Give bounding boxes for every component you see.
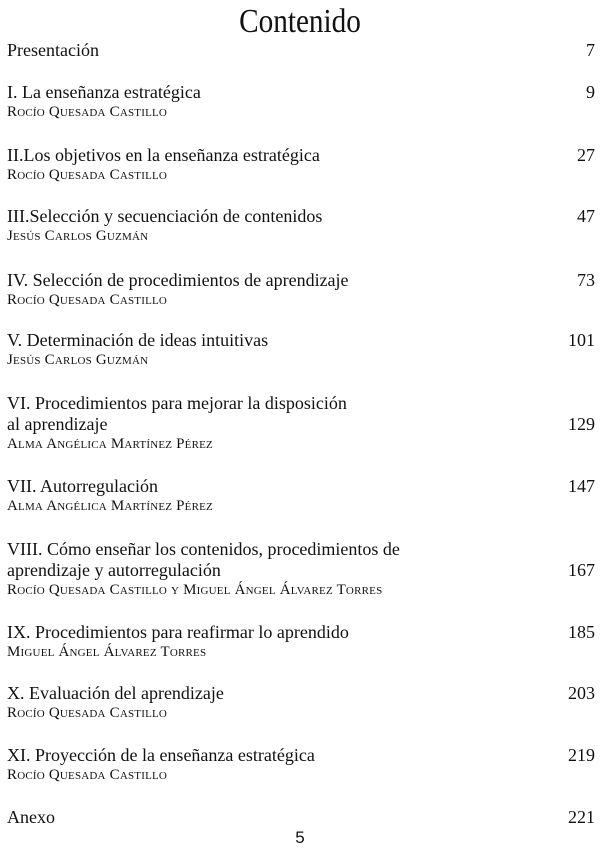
entry-title-continued: aprendizaje y autorregulación <box>7 560 221 580</box>
toc-entry-chapter-10[interactable] <box>7 683 595 722</box>
entry-page-number: 219 <box>568 745 595 765</box>
entry-page-number: 167 <box>568 560 595 580</box>
page-title: Contenido <box>239 3 361 40</box>
entry-page-number: 185 <box>568 622 595 642</box>
entry-author: Rocío Quesada Castillo <box>7 767 168 783</box>
entry-title: II.Los objetivos en la enseñanza estratégica <box>7 145 320 165</box>
toc-entry-chapter-6[interactable] <box>7 393 595 453</box>
entry-page-number: 7 <box>586 40 595 60</box>
toc-entry-chapter-1[interactable] <box>7 82 595 121</box>
toc-entry-chapter-3[interactable] <box>7 206 595 245</box>
entry-author: Rocío Quesada Castillo y Miguel Ángel Álvarez Torres <box>7 582 383 598</box>
entry-title: VI. Procedimientos para mejorar la disposición <box>7 393 347 413</box>
entry-page-number: 27 <box>577 145 595 165</box>
entry-page-number: 203 <box>568 683 595 703</box>
entry-page-number: 101 <box>568 330 595 350</box>
entry-title: IX. Procedimientos para reafirmar lo aprendido <box>7 622 349 642</box>
entry-page-number: 221 <box>568 807 595 827</box>
page-number: 5 <box>295 828 305 847</box>
entry-title: XI. Proyección de la enseñanza estratégica <box>7 745 315 765</box>
toc-entry-chapter-2[interactable] <box>7 145 595 184</box>
entry-author: Rocío Quesada Castillo <box>7 167 168 183</box>
toc-entry-chapter-9[interactable] <box>7 622 595 661</box>
toc-entry-presentacion[interactable] <box>7 40 595 61</box>
toc-entry-chapter-7[interactable] <box>7 476 595 515</box>
entry-title: X. Evaluación del aprendizaje <box>7 683 224 703</box>
entry-page-number: 147 <box>568 476 595 496</box>
entry-page-number: 73 <box>577 270 595 290</box>
entry-author: Alma Angélica Martínez Pérez <box>7 498 213 514</box>
entry-title: Anexo <box>7 807 55 827</box>
entry-author: Rocío Quesada Castillo <box>7 705 168 721</box>
entry-page-number: 9 <box>586 82 595 102</box>
toc-entry-chapter-11[interactable] <box>7 745 595 784</box>
entry-title: IV. Selección de procedimientos de aprendizaje <box>7 270 349 290</box>
entry-title: V. Determinación de ideas intuitivas <box>7 330 269 350</box>
toc-entry-chapter-4[interactable] <box>7 270 595 309</box>
entry-title: III.Selección y secuenciación de contenidos <box>7 206 323 226</box>
entry-author: Jesús Carlos Guzmán <box>7 228 149 244</box>
entry-title: I. La enseñanza estratégica <box>7 82 201 102</box>
entry-title: VII. Autorregulación <box>7 476 158 496</box>
entry-page-number: 47 <box>577 206 595 226</box>
entry-author: Alma Angélica Martínez Pérez <box>7 436 213 452</box>
entry-page-number: 129 <box>568 414 595 434</box>
entry-author: Rocío Quesada Castillo <box>7 292 168 308</box>
toc-entry-chapter-8[interactable] <box>7 539 595 599</box>
toc-entry-anexo[interactable] <box>7 807 595 828</box>
entry-title-continued: al aprendizaje <box>7 414 108 434</box>
toc-entry-chapter-5[interactable] <box>7 330 595 369</box>
entry-title: VIII. Cómo enseñar los contenidos, procedimientos de <box>7 539 400 559</box>
entry-title: Presentación <box>7 40 99 60</box>
entry-author: Jesús Carlos Guzmán <box>7 352 149 368</box>
entry-author: Miguel Ángel Álvarez Torres <box>7 644 207 660</box>
entry-author: Rocío Quesada Castillo <box>7 104 168 120</box>
